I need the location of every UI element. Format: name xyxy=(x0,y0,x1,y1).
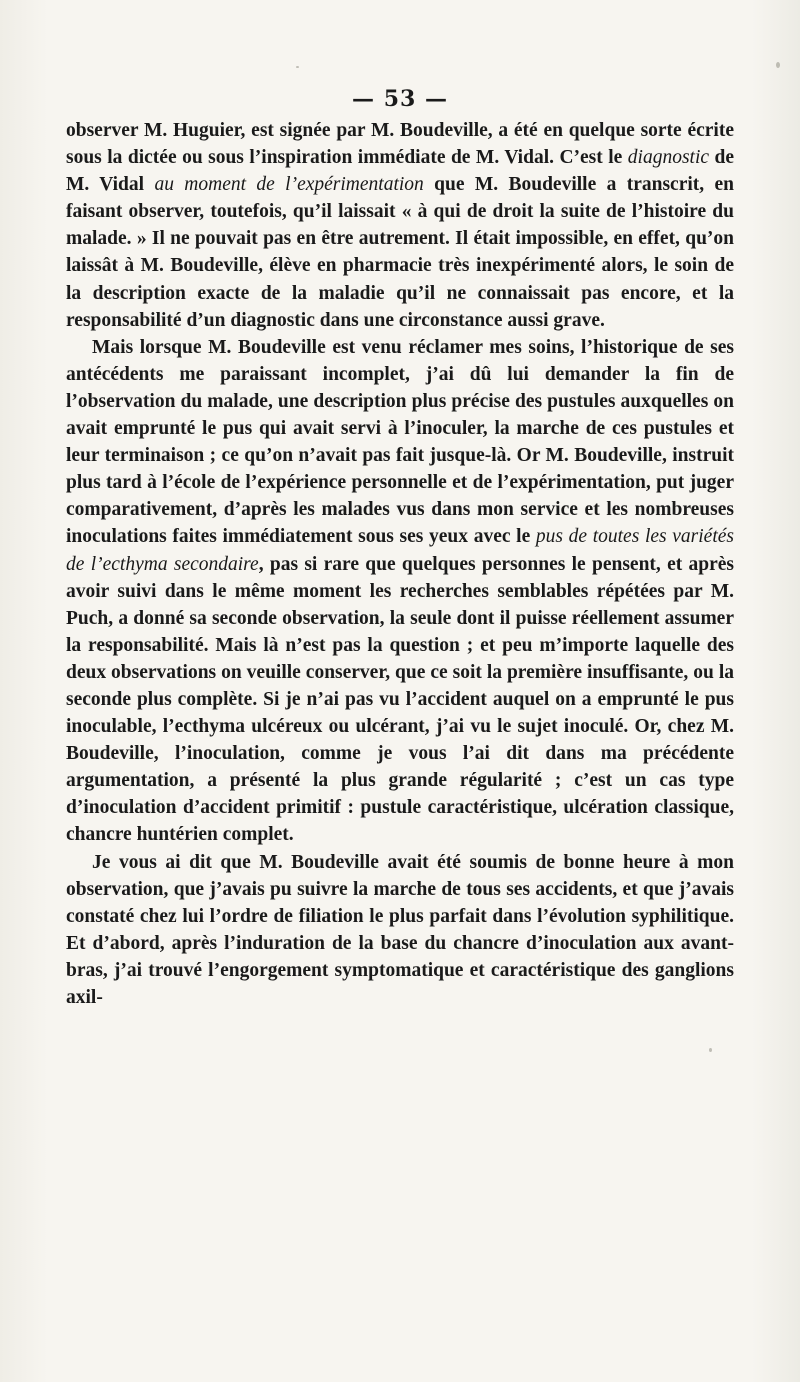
page-number: — 53 — xyxy=(352,86,448,112)
italic-phrase: au moment de l’expérimentation xyxy=(154,174,424,196)
body-text xyxy=(66,117,734,1011)
paper-speck xyxy=(296,66,299,68)
text-run: de M. Vidal xyxy=(66,147,734,196)
text-run: Je vous ai dit que M. Boudeville avait été soumis de bonne heure à mon observation, que j’avais pu suivre la marche de tous ses accidents, et que j’avais constaté chez lui l’ordre de filiation le plus parfait dans l’évolution syphilitique. Et d’abord, après l’induration de la base du chancre d’inoculation aux avant-bras, j’ai trouvé l’engorgement symptomatique et caractéristique des ganglions axil- xyxy=(66,851,734,1008)
paper-speck xyxy=(776,62,780,68)
text-run: observer M. Huguier, est signée par M. Boudeville, a été en quelque sorte écrite sous la dictée ou sous l’inspiration immédiate de M. Vidal. C’est le xyxy=(66,120,734,169)
paper-speck xyxy=(709,1048,712,1052)
italic-phrase: diagnostic xyxy=(627,147,710,169)
paragraph xyxy=(66,849,734,1012)
paragraph xyxy=(66,334,734,849)
text-run: Mais lorsque M. Boudeville est venu réclamer mes soins, l’historique de ses antécédents me paraissant incomplet, j’ai dû lui demander la fin de l’observation du malade, une description plus précise des pustules auxquelles on avait emprunté le pus qui avait servi à l’inoculer, la marche de ces pustules et leur terminaison ; ce qu’on n’avait pas fait jusque-là. Or M. Boudeville, instruit plus tard à l’école de l’expérience personnelle et de l’expérimentation, put juger comparativement, d’après les malades vus dans mon service et les nombreuses inoculations faites immédiatement sous ses yeux avec le xyxy=(66,336,734,548)
italic-phrase: pus de toutes les variétés de l’ecthyma secondaire xyxy=(66,526,735,575)
paragraph xyxy=(66,117,734,334)
text-run: que M. Boudeville a transcrit, en faisant observer, toutefois, qu’il laissait « à qui de droit la suite de l’histoire du malade. » Il ne pouvait pas en être autrement. Il était impossible, en effet, qu’on laissât à M. Boudeville, élève en pharmacie très inexpérimenté alors, le soin de la description exacte de la maladie qu’il ne connaissait pas encore, et la responsabilité d’un diagnostic dans une circonstance aussi grave. xyxy=(66,174,734,331)
text-run: , pas si rare que quelques personnes le pensent, et après avoir suivi dans le même moment les recherches semblables répétées par M. Puch, a donné sa seconde observation, la seule dont il puisse réellement assumer la responsabilité. Mais là n’est pas la question ; et peu m’importe laquelle des deux observations on veuille conserver, que ce soit la première insuffisante, ou la seconde plus complète. Si je n’ai pas vu l’accident auquel on a emprunté le pus inoculable, l’ecthyma ulcéreux ou ulcérant, j’ai vu le sujet inoculé. Or, chez M. Boudeville, l’inoculation, comme je vous l’ai dit dans ma précédente argumentation, a présenté la plus grande régularité ; c’est un cas type d’inoculation d’accident primitif : pustule caractéristique, ulcération classique, chancre huntérien complet. xyxy=(66,553,734,846)
